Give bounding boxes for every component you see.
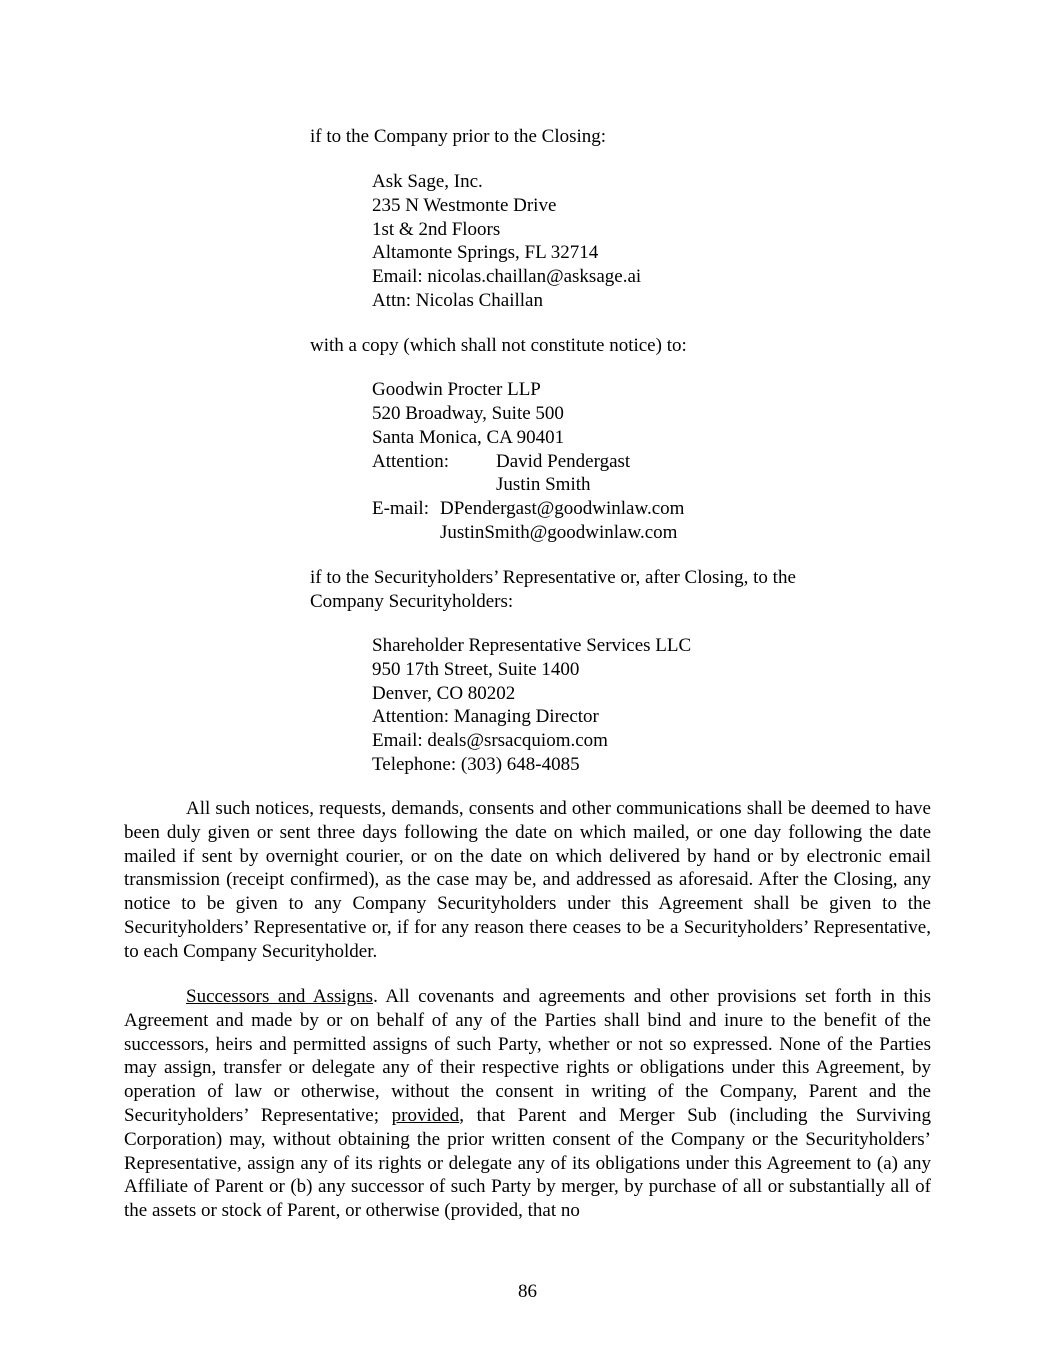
rep-email: Email: deals@srsacquiom.com	[372, 730, 608, 751]
rep-street: 950 17th Street, Suite 1400	[372, 659, 580, 680]
rep-notice-intro-1: if to the Securityholders’ Representative or, after Closing, to the	[310, 567, 796, 588]
rep-name: Shareholder Representative Services LLC	[372, 635, 692, 656]
company-attn: Attn: Nicolas Chaillan	[372, 290, 543, 311]
rep-notice-intro-2: Company Securityholders:	[310, 591, 514, 612]
page-number: 86	[518, 1281, 537, 1302]
company-notice-intro: if to the Company prior to the Closing:	[310, 126, 607, 147]
notices-text: All such notices, requests, demands, consents and other communications shall be deemed to have been duly given or sent three days following the date on which mailed, or one day following the date mailed if sent by overnight courier, or on the date on which delivered by hand or by electronic email transmission (receipt confirmed), as the case may be, and addressed as aforesaid. After the Closing, any notice to be given to any Company Securityholders under this Agreement shall be given to the Securityholders’ Representative or, if for any reason there ceases to be a Securityholders’ Representative, to each Company Securityholder.	[124, 798, 931, 962]
counsel-email-1: DPendergast@goodwinlaw.com	[440, 498, 685, 519]
provided-term: provided	[391, 1104, 460, 1126]
counsel-attention-2: Justin Smith	[496, 474, 591, 495]
counsel-email-label: E-mail:	[372, 498, 429, 519]
company-name: Ask Sage, Inc.	[372, 171, 483, 192]
company-email: Email: nicolas.chaillan@asksage.ai	[372, 266, 642, 287]
counsel-name: Goodwin Procter LLP	[372, 379, 541, 400]
company-city: Altamonte Springs, FL 32714	[372, 242, 599, 263]
counsel-email-2: JustinSmith@goodwinlaw.com	[440, 522, 678, 543]
successors-heading: Successors and Assigns	[186, 986, 374, 1007]
successors-text-2: , that Parent and Merger Sub (including the Surviving Corporation) may, without obtaining the prior written consent of the Company or the Securityholders’ Representative, assign any of its rights or delegate any of its obligations under this Agreement to (a) any Affiliate of Parent or (b) any successor of such Party by merger, by purchase of all or substantially all of the assets or stock of Parent, or otherwise (provided, that no	[124, 1104, 931, 1222]
counsel-attention-label: Attention:	[372, 451, 450, 472]
counsel-attention-1: David Pendergast	[496, 451, 631, 472]
rep-city: Denver, CO 80202	[372, 683, 516, 704]
company-floors: 1st & 2nd Floors	[372, 219, 501, 240]
notices-paragraph	[124, 797, 931, 964]
successors-paragraph	[124, 985, 931, 1223]
counsel-street: 520 Broadway, Suite 500	[372, 403, 564, 424]
counsel-city: Santa Monica, CA 90401	[372, 427, 565, 448]
rep-attention: Attention: Managing Director	[372, 706, 599, 727]
copy-notice-intro: with a copy (which shall not constitute notice) to:	[310, 335, 687, 356]
rep-telephone: Telephone: (303) 648-4085	[372, 754, 580, 775]
successors-text-1: . All covenants and agreements and other provisions set forth in this Agreement and made by or on behalf of any of the Parties shall bind and inure to the benefit of the successors, heirs and permitted assigns of such Party, whether or not so expressed. None of the Parties may assign, transfer or delegate any of their respective rights or obligations under this Agreement, by operation of law or otherwise, without the consent in writing of the Company, Parent and the Securityholders’ Representative;	[124, 986, 931, 1126]
company-street: 235 N Westmonte Drive	[372, 195, 557, 216]
